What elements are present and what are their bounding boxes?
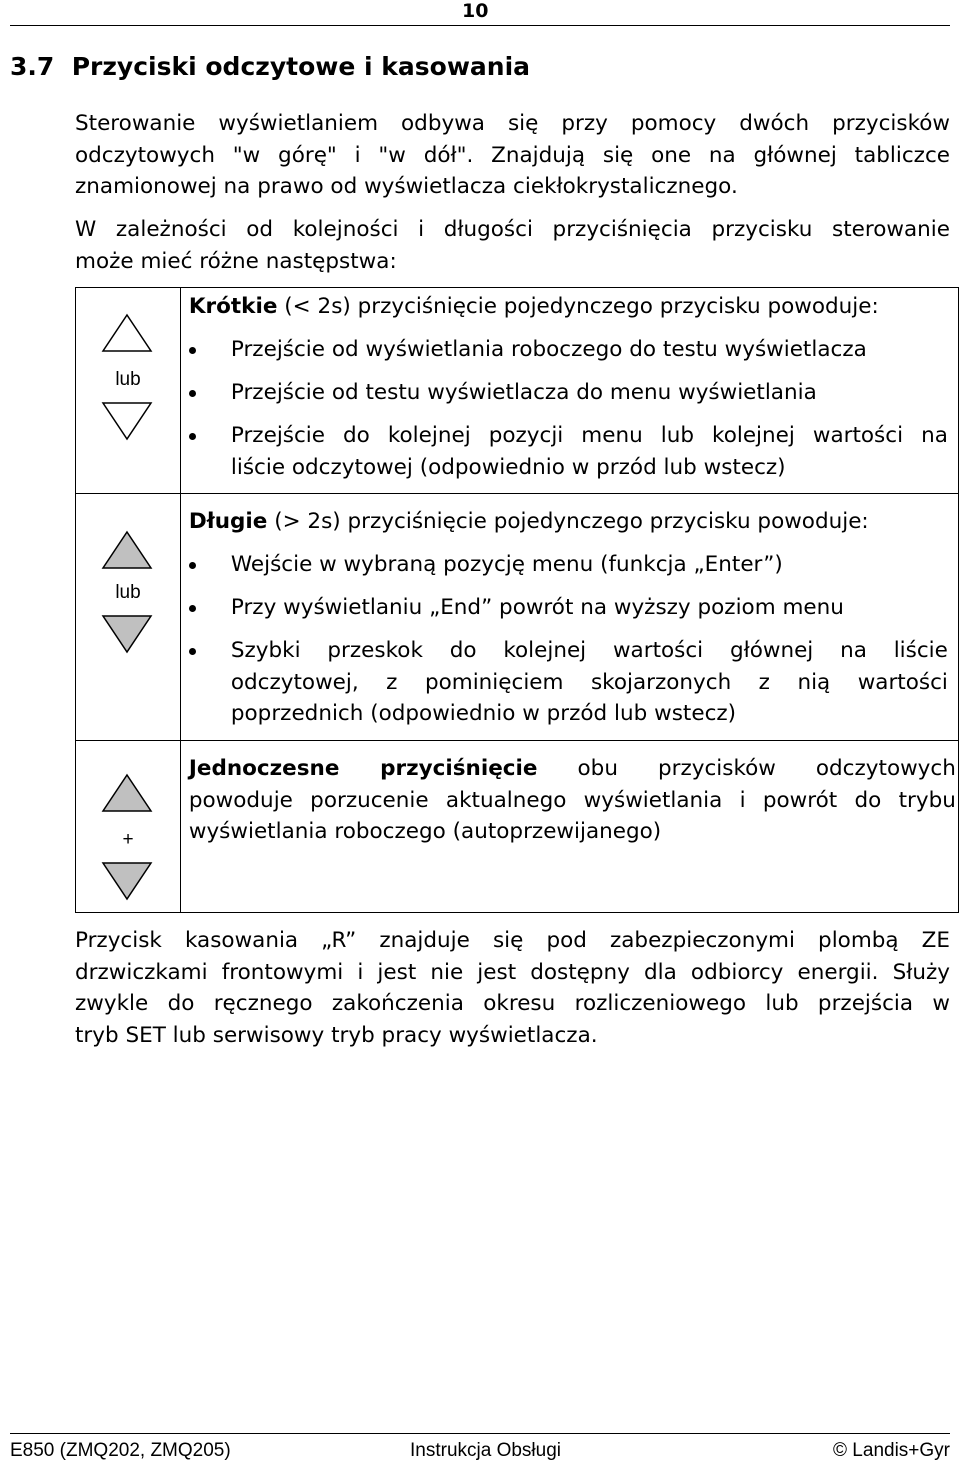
text-line: Przejście od wyświetlania roboczego do testu wyświetlacza <box>230 337 867 362</box>
section-title <box>10 50 530 84</box>
table-row-long-press <box>76 494 959 741</box>
text-line: Szybki przeskok do kolejnej wartości głównej na liście <box>230 638 948 663</box>
table-row-simultaneous <box>76 741 959 913</box>
short-press-lead <box>189 291 956 323</box>
icon-cell-long <box>76 494 181 741</box>
bullet-icon <box>189 562 196 569</box>
short-press-bold: Krótkie <box>188 294 278 319</box>
button-functions-table <box>75 287 959 913</box>
triangle-down-gray-icon <box>101 861 153 901</box>
footer-rule <box>10 1433 950 1434</box>
text-line: drzwiczkami frontowymi i jest nie jest dostępny dla odbiorcy energii. Służy <box>75 959 950 985</box>
simultaneous-bold: Jednoczesne przyciśnięcie <box>188 756 538 781</box>
header-rule <box>10 25 950 26</box>
bullet-icon <box>189 347 196 354</box>
text-line: Przycisk kasowania „R” znajduje się pod zabezpieczonymi plombą ZE <box>75 928 950 953</box>
section-number: 3.7 <box>10 52 55 81</box>
icon-cell-short <box>76 288 181 494</box>
text-cell-short <box>180 288 958 494</box>
bullet-icon <box>189 390 196 397</box>
intro-paragraph-1 <box>75 108 950 203</box>
text-line: W zależności od kolejności i długości przyciśnięcia przycisku sterowanie <box>75 217 950 242</box>
long-press-lead-rest: (> 2s) przyciśnięcie pojedynczego przycisku powoduje: <box>267 509 869 534</box>
simultaneous-press-text <box>189 753 956 848</box>
table-row-short-press <box>76 288 959 494</box>
section-title-text: Przyciski odczytowe i kasowania <box>71 52 531 81</box>
text-cell-long <box>180 494 958 741</box>
icon-cell-simultaneous <box>76 741 181 913</box>
page-number: 10 <box>462 0 489 22</box>
text-line: Przejście do kolejnej pozycji menu lub kolejnej wartości na <box>230 423 948 448</box>
intro-paragraph-2 <box>75 214 950 277</box>
text-line: znamionowej na prawo od wyświetlacza ciekłokrystalicznego. <box>75 174 738 199</box>
triangle-down-outline-icon <box>101 401 153 441</box>
plus-label: + <box>122 829 134 850</box>
text-line: Przy wyświetlaniu „End” powrót na wyższy poziom menu <box>230 595 844 620</box>
footer-product: E850 (ZMQ202, ZMQ205) <box>10 1440 231 1461</box>
text-cell-simultaneous <box>180 741 958 913</box>
text-line: może mieć różne następstwa: <box>75 248 397 274</box>
text-line: powoduje porzucenie aktualnego wyświetlania i powrót do trybu <box>188 787 956 813</box>
long-press-lead <box>189 506 956 538</box>
text-line: poprzednich (odpowiednio w przód lub wstecz) <box>230 701 737 726</box>
triangle-up-gray-icon <box>101 530 153 570</box>
text-line: Sterowanie wyświetlaniem odbywa się przy pomocy dwóch przycisków <box>75 111 950 136</box>
text-line: Przejście od testu wyświetlacza do menu wyświetlania <box>230 380 817 405</box>
triangle-down-gray-icon <box>101 614 153 654</box>
reset-button-paragraph <box>75 925 950 1051</box>
bullet-icon <box>189 433 196 440</box>
text-line: tryb SET lub serwisowy tryb pracy wyświetlacza. <box>75 1022 598 1048</box>
triangle-up-gray-icon <box>101 773 153 813</box>
text-line: odczytowej, z pominięciem skojarzonych z nią wartości <box>230 669 948 695</box>
footer-copyright: © Landis+Gyr <box>833 1440 950 1461</box>
text-line: Wejście w wybraną pozycję menu (funkcja „Enter”) <box>230 552 783 577</box>
text-line: liście odczytowej (odpowiednio w przód lub wstecz) <box>230 454 786 480</box>
text-line: wyświetlania roboczego (autoprzewijanego) <box>188 819 662 844</box>
footer-document-type: Instrukcja Obsługi <box>410 1440 562 1461</box>
text-line: odczytowych "w górę" i "w dół". Znajdują się one na głównej tabliczce <box>75 142 950 168</box>
bullet-icon <box>189 605 196 612</box>
text-line: zwykle do ręcznego zakończenia okresu rozliczeniowego lub przejścia w <box>75 991 950 1016</box>
long-press-bold: Długie <box>188 509 268 534</box>
short-press-lead-rest: (< 2s) przyciśnięcie pojedynczego przycisku powoduje: <box>277 294 879 319</box>
or-label: lub <box>115 582 141 603</box>
triangle-up-outline-icon <box>101 313 153 353</box>
or-label: lub <box>115 369 141 390</box>
bullet-icon <box>189 648 196 655</box>
simultaneous-line1-rest: obu przycisków odczytowych <box>537 756 956 781</box>
